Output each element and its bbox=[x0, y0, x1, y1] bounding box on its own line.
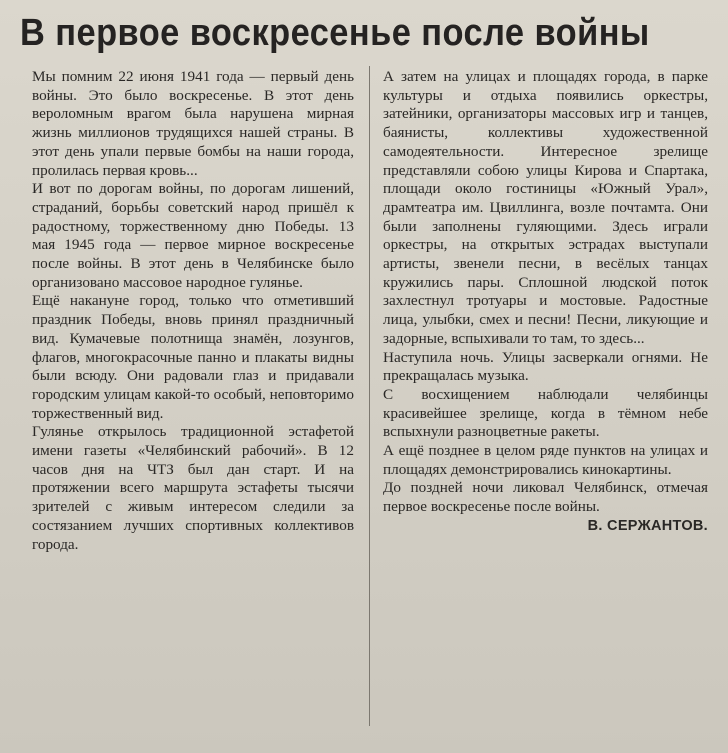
paragraph-final bbox=[383, 479, 708, 534]
headline: В первое воскресенье после войны bbox=[20, 12, 650, 54]
article-column-right bbox=[383, 68, 708, 536]
paragraph-text: До поздней ночи ликовал Челябинск, отмечая первое воскресенье после войны. bbox=[383, 479, 708, 516]
paragraph: Ещё накануне город, только что отметивший праздник Победы, вновь принял праздничный вид. Кумачевые полотнища знамён, лозунгов, флагов, многокрасочные панно и плакаты видны были всюду. Они радовали глаз и придавали городским улицам какой-то особый, неповторимо торжественный вид. bbox=[32, 292, 354, 422]
paragraph: И вот по дорогам войны, по дорогам лишений, страданий, борьбы советский народ пришёл к радостному, торжественному дню Победы. 13 мая 1945 года — первое мирное воскресенье после войны. В этот день в Челябинске было организовано массовое народное гулянье. bbox=[32, 180, 354, 291]
paragraph: А затем на улицах и площадях города, в парке культуры и отдыха появились оркестры, затейники, организаторы массовых игр и танцев, баянисты, коллективы художественной самодеятельности. Интересное зрелище представляли собою улицы Кирова и Спартака, площади около гостиницы «Южный Урал», драмтеатра им. Цвиллинга, возле почтамта. Они были заполнены гуляющими. Здесь играли оркестры, на открытых эстрадах выступали артисты, звенели песни, в весёлых танцах кружились пары. Сплошной людской поток захлестнул тротуары и мостовые. Радостные лица, улыбки, смех и песни! Песни, ликующие и задорные, вспыхивали то там, то здесь... bbox=[383, 68, 708, 347]
paragraph: С восхищением наблюдали челябинцы красивейшее зрелище, когда в тёмном небе вспыхнули разноцветные ракеты. bbox=[383, 385, 708, 441]
paragraph: А ещё позднее в целом ряде пунктов на улицах и площадях демонстрировались кинокартины. bbox=[383, 442, 708, 478]
paragraph: Гулянье открылось традиционной эстафетой имени газеты «Челябинский рабочий». В 12 часов дня на ЧТЗ был дан старт. И на протяжении всего маршрута эстафеты тысячи зрителей с живым интересом следили за состязанием лучших спортивных коллективов города. bbox=[32, 423, 354, 553]
column-divider bbox=[369, 66, 370, 726]
article-column-left bbox=[32, 68, 354, 554]
author-signature: В. СЕРЖАНТОВ. bbox=[587, 517, 708, 534]
paragraph: Мы помним 22 июня 1941 года — первый день войны. Это было воскресенье. В этот день вероломным врагом была нарушена мирная жизнь миллионов трудящихся нашей страны. В этот день упали первые бомбы на наши города, пролилась первая кровь... bbox=[32, 68, 354, 179]
paragraph: Наступила ночь. Улицы засверкали огнями. Не прекращалась музыка. bbox=[383, 348, 708, 385]
